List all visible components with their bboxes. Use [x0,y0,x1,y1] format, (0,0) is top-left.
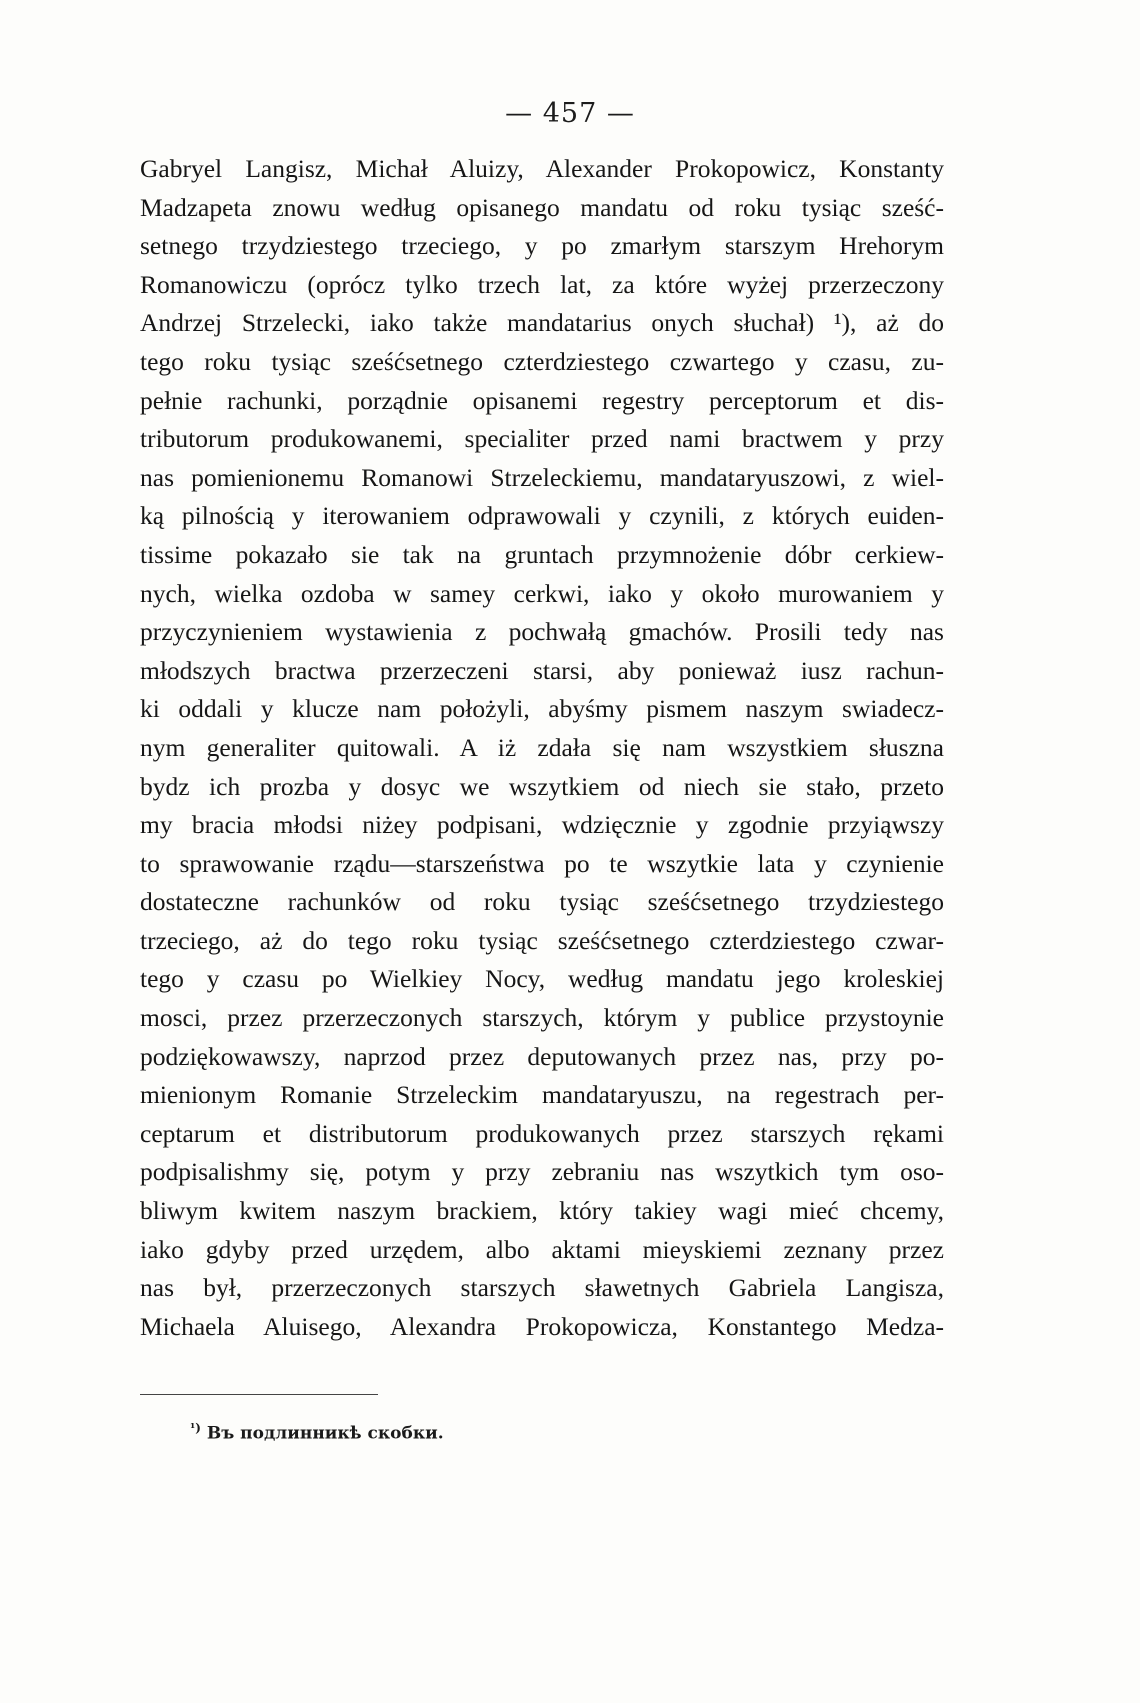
text-line: Romanowiczu (oprócz tylko trzech lat, za które wyżej przerzeczony [140,269,944,299]
text-line: iako gdyby przed urzędem, albo aktami mieyskiemi zeznany przez [140,1234,944,1264]
page-number: — 457 — [505,98,635,129]
text-line: nym generaliter quitowali. A iż zdała się nam wszystkiem słuszna [140,732,944,762]
text-line: nych, wielka ozdoba w samey cerkwi, iako y około murowaniem y [140,578,944,608]
text-line: bydz ich prozba y dosyc we wszytkiem od niech sie stało, przeto [140,771,944,801]
text-line: młodszych bractwa przerzeczeni starsi, aby ponieważ iusz rachun- [140,655,944,685]
text-line: mienionym Romanie Strzeleckim mandataryuszu, na regestrach per- [140,1080,944,1110]
text-line: dostateczne rachunków od roku tysiąc sześćsetnego trzydziestego [140,887,944,917]
text-line: Michaela Aluisego, Alexandra Prokopowicza, Konstantego Medza- [140,1311,944,1341]
text-line: ką pilnością y iterowaniem odprawowali y czynili, z których euiden- [140,501,944,531]
text-line: trzeciego, aż do tego roku tysiąc sześćsetnego czterdziestego czwar- [140,925,944,955]
text-line: tego roku tysiąc sześćsetnego czterdziestego czwartego y czasu, zu- [140,346,944,376]
text-line: nas był, przerzeczonych starszych sławetnych Gabriela Langisza, [140,1273,944,1303]
text-line: my bracia młodsi niżey podpisani, wdzięcznie y zgodnie przyiąwszy [140,810,944,840]
text-line: tributorum produkowanemi, specialiter przed nami bractwem y przy [140,424,944,454]
text-line: Andrzej Strzelecki, iako także mandatarius onych słuchał) ¹), aż do [140,308,944,338]
text-line: Madzapeta znowu według opisanego mandatu od roku tysiąc sześć- [140,192,944,222]
text-line: ceptarum et distributorum produkowanych przez starszych rękami [140,1118,944,1148]
text-line: przyczynieniem wystawienia z pochwałą gmachów. Prosili tedy nas [140,617,944,647]
footnote [190,1421,444,1444]
text-line: pełnie rachunki, porządnie opisanemi regestry perceptorum et dis- [140,385,944,415]
text-line: Gabryel Langisz, Michał Aluizy, Alexander Prokopowicz, Konstanty [140,154,944,183]
footnote-text: Въ подлинникѣ скобки. [206,1423,444,1444]
text-line: ki oddali y klucze nam położyli, abyśmy pismem naszym swiadecz- [140,694,944,724]
text-line: to sprawowanie rządu—starszeństwa po te wszytkie lata y czynienie [140,848,944,878]
text-line: bliwym kwitem naszym brackiem, który takiey wagi mieć chcemy, [140,1196,944,1226]
text-line: mosci, przez przerzeczonych starszych, którym y publice przystoynie [140,1003,944,1033]
text-line: podziękowawszy, naprzod przez deputowanych przez nas, przy po- [140,1041,944,1071]
text-line: setnego trzydziestego trzeciego, y po zmarłym starszym Hrehorym [140,231,944,261]
text-line: tissime pokazało sie tak na gruntach przymnożenie dóbr cerkiew- [140,539,944,569]
footnote-rule [140,1394,378,1395]
text-line: tego y czasu po Wielkiey Nocy, według mandatu jego kroleskiej [140,964,944,994]
footnote-marker: ¹) [190,1421,201,1435]
text-line: podpisalishmy się, potym y przy zebraniu nas wszytkich tym oso- [140,1157,944,1187]
text-line: nas pomienionemu Romanowi Strzeleckiemu, mandataryuszowi, z wiel- [140,462,944,492]
body-text [140,150,944,1346]
